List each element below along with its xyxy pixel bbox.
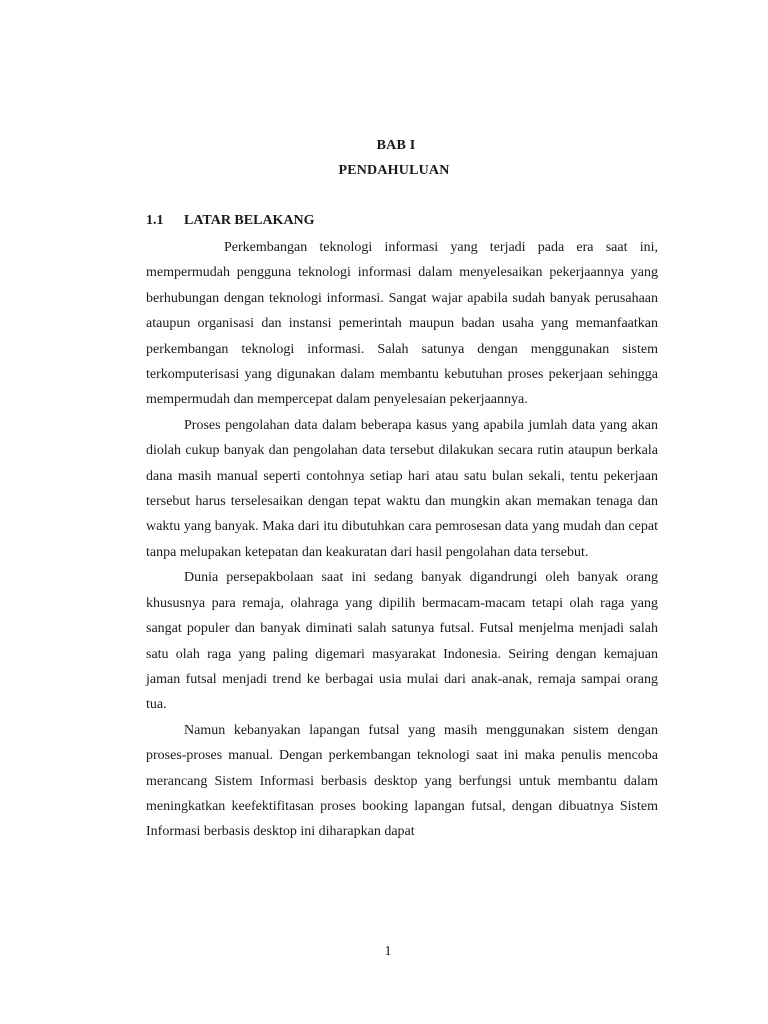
chapter-label: BAB I bbox=[376, 138, 416, 153]
body-text bbox=[146, 235, 658, 845]
section-title: LATAR BELAKANG bbox=[184, 213, 315, 228]
paragraph: Proses pengolahan data dalam beberapa kasus yang apabila jumlah data yang akan diolah cukup banyak dan pengolahan data tersebut dilakukan secara rutin ataupun berkala dana masih manual seperti contohnya setiap hari atau satu bulan sekali, tentu pekerjaan tersebut harus terselesaikan dengan tepat waktu dan mungkin akan memakan tenaga dan waktu yang banyak. Maka dari itu dibutuhkan cara pemrosesan data yang mudah dan cepat tanpa melupakan ketepatan dan keakuratan dari hasil pengolahan data tersebut. bbox=[146, 417, 658, 560]
chapter-title: PENDAHULUAN bbox=[338, 163, 450, 178]
paragraph: Perkembangan teknologi informasi yang terjadi pada era saat ini, mempermudah pengguna teknologi informasi dalam menyelesaikan pekerjaannya yang berhubungan dengan teknologi informasi. Sangat wajar apabila sudah banyak perusahaan ataupun organisasi dan instansi pemerintah maupun badan usaha yang memanfaatkan perkembangan teknologi informasi. Salah satunya dengan menggunakan sistem terkomputerisasi yang digunakan dalam membantu kebutuhan proses pekerjaan sehingga mempermudah dan mempercepat dalam penyelesaian pekerjaannya. bbox=[146, 240, 658, 408]
section-number: 1.1 bbox=[146, 213, 164, 228]
paragraph: Namun kebanyakan lapangan futsal yang masih menggunakan sistem dengan proses-proses manual. Dengan perkembangan teknologi saat ini maka penulis mencoba merancang Sistem Informasi berbasis desktop yang berfungsi untuk membantu dalam meningkatkan keefektifitasan proses booking lapangan futsal, dengan dibuatnya Sistem Informasi berbasis desktop ini diharapkan dapat bbox=[146, 722, 658, 840]
page-number: 1 bbox=[384, 944, 392, 959]
section-heading bbox=[146, 213, 315, 229]
paragraph: Dunia persepakbolaan saat ini sedang banyak digandrungi oleh banyak orang khususnya para remaja, olahraga yang dipilih bermacam-macam tetapi olah raga yang sangat populer dan banyak diminati salah satunya futsal. Futsal menjelma menjadi salah satu olah raga yang paling digemari masyarakat Indonesia. Seiring dengan kemajuan jaman futsal menjadi trend ke berbagai usia mulai dari anak-anak, remaja sampai orang tua. bbox=[146, 570, 658, 713]
